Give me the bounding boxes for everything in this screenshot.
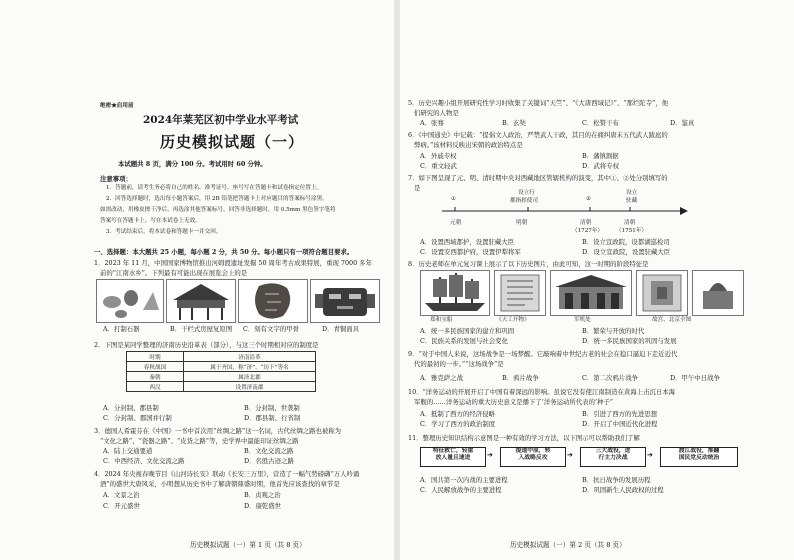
- q2-option-b: B．分封制、世袭制: [244, 404, 300, 412]
- stone-tools-illustration: [97, 280, 163, 322]
- question-text: 弊病。”该材料反映出宋朝的政治特点是: [414, 141, 523, 149]
- timeline-bottom-label: 清朝: [580, 220, 592, 226]
- notice-line: 3．考试结束后，将本试卷和答题卡一并交回。: [106, 229, 222, 235]
- q11-option-d: D．巩固新生人民政权的过程: [582, 486, 664, 494]
- q8-caption: 军机处: [574, 317, 591, 323]
- q3-option-b: B．文化交流之路: [244, 447, 294, 455]
- map-illustration: [637, 271, 687, 315]
- table-cell: 属于齐国，称“济”、“历下”等名: [184, 362, 316, 372]
- treasure-ship-image: [420, 270, 490, 316]
- question-text: 3．德国人希霍芬在《中国》一书中首次用“丝绸之路”这一名词，古代丝绸之路也被称为: [94, 427, 342, 435]
- stone-tools-image: [96, 279, 164, 323]
- question-text: 4．2024 年央视春晚节目《山河诗长安》联动《长安三万里》，营造了一幅气势磅礴“万人吟诵: [94, 470, 360, 478]
- q5-option-d: D．鉴真: [670, 119, 695, 127]
- question-text: 5．历史兴趣小组开展研究性学习时收集了关键词“天竺”、“《大唐西域记》”、“那烂陀寺”，他: [408, 99, 669, 107]
- left-page: [0, 0, 394, 560]
- question-text: 们研究的人物是: [414, 109, 459, 117]
- notice-line: 如需改动，用橡皮擦干净后，再选涂其他答案标号。回答非选择题时，用 0.5mm 黑色签字笔将: [100, 207, 336, 213]
- timeline-top-label: 设立行: [518, 190, 535, 196]
- flow-step-3: 三大战役，进 行主力决战: [580, 447, 646, 467]
- q8-caption: 故宫、北京全图: [652, 317, 692, 323]
- seal-illustration: [693, 271, 743, 315]
- q5-option-b: B．玄奘: [502, 119, 526, 127]
- timeline-marker: ②: [586, 196, 592, 202]
- q7-option-d: D．设立宣政院，设置驻藏大臣: [582, 248, 671, 256]
- stilt-house-illustration: [167, 280, 235, 322]
- info-line: 本试题共 8 页，满分 100 分。考试用时 60 分钟。: [118, 160, 267, 168]
- page-footer: 历史模拟试题（一）第 1 页（共 8 页）: [190, 541, 306, 549]
- q6-option-a: A．外戚专权: [420, 152, 457, 160]
- q9-option-b: B．鸦片战争: [502, 374, 539, 382]
- q8-caption: 《天工开物》: [496, 317, 530, 323]
- q9-option-a: A．雅克萨之战: [420, 374, 463, 382]
- table-header-cell: 济南沿革: [184, 352, 316, 362]
- question-text: 前的“江南水乡”。下列最有可能出现在展览会上的是: [100, 269, 248, 277]
- grand-council-image: [550, 270, 632, 316]
- table-row: [127, 362, 316, 372]
- exam-title: 2024年莱芜区初中学业水平考试: [143, 114, 299, 126]
- flow-step-1: 特征救亡，轻重 放人量且速进: [420, 447, 486, 467]
- palace-map-image: [636, 270, 688, 316]
- section-heading: 一、选择题：本大题共 25 小题，每小题 2 分，共 50 分。每小题只有一项符合题目要求。: [94, 248, 354, 256]
- question-text: 7．如下图呈现了元、明、清时期中央对西藏地区管辖机构的演变，其中①、②处分别填写的: [408, 174, 668, 182]
- timeline-bottom-label: 明朝: [516, 220, 528, 226]
- table-cell: 春秋战国: [127, 362, 184, 372]
- question-text: “文化之路”、“瓷器之路”、“皮货之路”等，史学界中最能印证丝绸之路: [100, 437, 299, 445]
- q3-option-a: A．陆上交通要道: [103, 447, 153, 455]
- question-text: 是: [414, 184, 421, 192]
- q2-option-d: D．郡县制、行省制: [244, 414, 301, 422]
- flow-step-2: 提速中原，转 入战略反攻: [500, 447, 566, 467]
- q6-option-d: D．武将专权: [582, 162, 620, 170]
- notice-line: 2．回答选择题时，选出每小题答案后，用 2B 铅笔把答题卡上对应题目的答案标号涂黑。: [106, 196, 328, 202]
- q1-option-a: A．打制石器: [103, 325, 140, 333]
- notice-line: 1．答题前，请考生务必将自己的姓名、准考证号、座号写在答题卡和试卷指定位置上。: [106, 185, 323, 191]
- table-row: [127, 382, 316, 392]
- table-header-cell: 时期: [127, 352, 184, 362]
- q7-option-b: B．设立宣政院，设都湖巡检司: [582, 238, 670, 246]
- right-page: [400, 0, 794, 560]
- timeline-axis: [440, 204, 690, 218]
- question-text: 军舰的……洋务运动的重大历史意义是播下了‘洋务运动所代表的’种子”: [414, 398, 614, 406]
- bronze-mask-illustration: [311, 280, 379, 322]
- book-illustration: [495, 271, 545, 315]
- table-row: [127, 372, 316, 382]
- notice-line: 答案写在答题卡上。写在本试卷上无效。: [100, 218, 201, 224]
- timeline-top-label: 设立: [626, 190, 638, 196]
- arrow-right-icon: ➔: [487, 451, 493, 459]
- q3-option-d: D．名胜古迹之路: [244, 457, 294, 465]
- table-cell: 秦朝: [127, 372, 184, 382]
- q1-option-b: B．干栏式房屋复原图: [170, 325, 233, 333]
- question-text: 11．整理历史知识结构示意图是一种有效的学习方法，以下图示可以帮助我们了解: [408, 434, 640, 442]
- bronze-mask-image: [310, 279, 380, 323]
- oracle-bone-illustration: [239, 280, 307, 322]
- stilt-house-image: [166, 279, 236, 323]
- table-cell: 设置济南郡: [184, 382, 316, 392]
- q9-option-c: C．第二次鸦片战争: [582, 374, 639, 382]
- golden-seal-image: [692, 270, 744, 316]
- history-table: [126, 351, 316, 392]
- q5-option-a: A．张骞: [420, 119, 444, 127]
- table-header-row: [127, 352, 316, 362]
- q2-option-a: A．分封制、郡县制: [103, 404, 159, 412]
- building-illustration: [551, 271, 631, 315]
- oracle-bone-image: [238, 279, 308, 323]
- timeline-bottom-label: （1727年）: [572, 228, 604, 234]
- q10-option-c: C．学习了西方的政治制度: [420, 420, 496, 428]
- page-footer: 历史模拟试题（一）第 2 页（共 8 页）: [510, 541, 626, 549]
- question-text: 酒”的盛世大唐风采，小明想从历史书中了解唐朝鼎盛时期，他首先应该查找的章节是: [100, 480, 340, 488]
- timeline-top-label: 驻藏: [626, 198, 638, 204]
- timeline-bottom-label: 清朝: [624, 220, 636, 226]
- q10-option-b: B．引进了西方的先进思想: [582, 410, 657, 418]
- treasure-ship-illustration: [421, 271, 489, 315]
- timeline-marker: ①: [451, 196, 457, 202]
- q2-option-c: C．分封制、郡国并行制: [103, 414, 172, 422]
- notice-heading: 注意事项：: [100, 175, 132, 183]
- question-text: 10．“洋务运动的开展开启了中国有着深远的影响。虽说它没有使江南制造在黄海上击沉日本海: [408, 388, 676, 396]
- question-text: 代的最初的一步。”“这场战争”是: [414, 360, 504, 368]
- question-text: 6．《中国通史》中记载：“提倡文人政治，严禁武人干政，其目的在痛纠唐末五代武人跋扈的: [408, 131, 668, 139]
- question-text: 8．历史老师在单元复习课上展示了以下历史图片，由此可知，这一时期的阶段特征是: [408, 260, 649, 268]
- q6-option-c: C．重文轻武: [420, 162, 457, 170]
- timeline-bottom-label: （1751年）: [616, 228, 648, 234]
- question-text: 9．“对于中国人来说，这场战争是一场梦醒。它敲响着中世纪古老的社会在稳口逼迫下走近近代: [408, 350, 678, 358]
- q4-option-c: C．开元盛世: [103, 502, 140, 510]
- q4-option-d: D．康乾盛世: [244, 502, 282, 510]
- timeline-top-label: 都指挥使司: [510, 198, 538, 204]
- q1-option-d: D．青铜面具: [322, 325, 360, 333]
- q5-option-c: C．松赞干布: [582, 119, 619, 127]
- q11-option-a: A．国共第一次内战的主要进程: [420, 476, 508, 484]
- q7-option-c: C．设置安西都护府，设置伊犁将军: [420, 248, 521, 256]
- q6-option-b: B．藩镇割据: [582, 152, 619, 160]
- q10-option-a: A．抵制了西方的经济侵略: [420, 410, 495, 418]
- q3-option-c: C．中西经济、文化交流之路: [103, 457, 185, 465]
- secret-label: 绝密★启用前: [100, 103, 134, 109]
- table-cell: 属济北郡: [184, 372, 316, 382]
- paper-title: 历史模拟试题（一）: [160, 133, 305, 151]
- question-text: 1．2023 年 11 月，中国国家博物馆推出河姆渡遗址发掘 50 周年考古成果特展，重现 7000 多年: [94, 259, 372, 267]
- q11-option-b: B．抗日战争的发展历程: [582, 476, 651, 484]
- q11-option-c: C．人民解放战争的主要进程: [420, 486, 502, 494]
- arrow-right-icon: ➔: [647, 451, 653, 459]
- q8-caption: 郑和宝船: [430, 317, 453, 323]
- q8-option-b: B．繁荣与开放的时代: [582, 327, 645, 335]
- q8-option-d: D．统一多民族国家的巩固与发展: [582, 337, 677, 345]
- q10-option-d: D．开启了中国近代化进程: [582, 420, 658, 428]
- flow-step-4: 渡江战役，推翻 国民党反动统治: [660, 447, 738, 467]
- q4-option-a: A．文景之治: [103, 491, 140, 499]
- table-cell: 西汉: [127, 382, 184, 392]
- q7-option-a: A．设置西域都护，设置驻藏大臣: [420, 238, 515, 246]
- q1-option-c: C．刻有文字的甲骨: [243, 325, 300, 333]
- q8-option-c: C．民族关系的发展与社会变化: [420, 337, 508, 345]
- timeline-bottom-label: 元朝: [450, 220, 462, 226]
- q9-option-d: D．甲午中日战争: [670, 374, 720, 382]
- tiangong-kaiwu-image: [494, 270, 546, 316]
- question-text: 2．下图是某同学整理的济南历史沿革表（部分），与这三个时期相对应的制度是: [94, 341, 319, 349]
- q8-option-a: A．统一多民族国家的建立和巩固: [420, 327, 515, 335]
- arrow-right-icon: ➔: [567, 451, 573, 459]
- q4-option-b: B．贞观之治: [244, 491, 281, 499]
